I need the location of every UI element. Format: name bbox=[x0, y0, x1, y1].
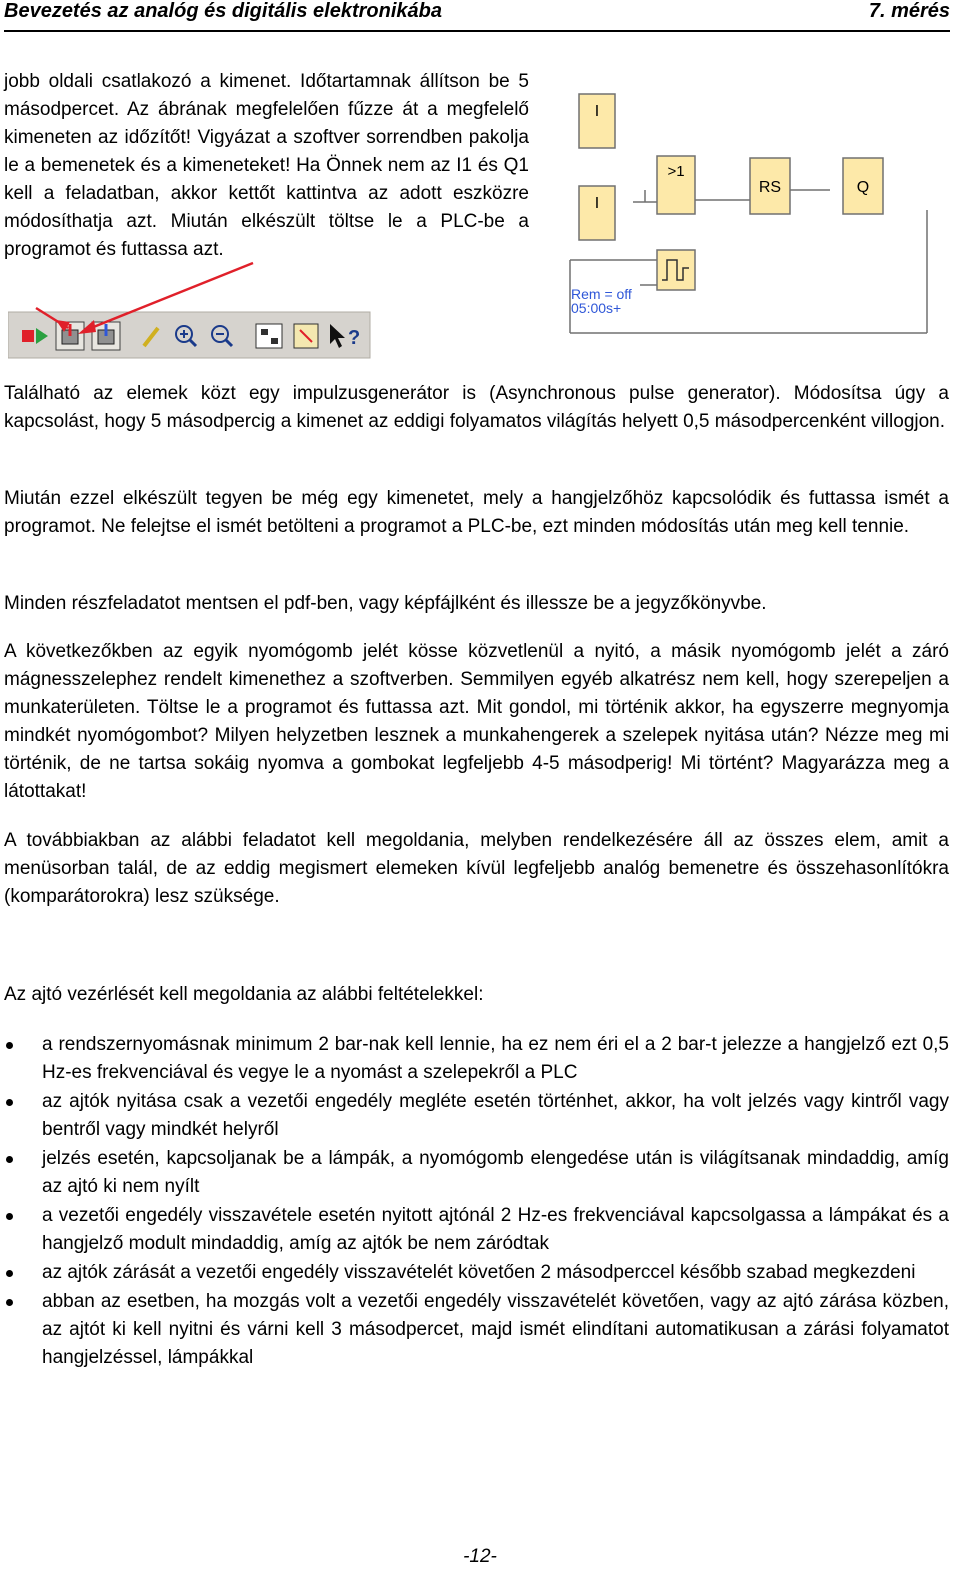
list-item: a rendszernyomásnak minimum 2 bar-nak kell lennie, ha ez nem éri el a 2 bar-t jelezze a hangjelző ezt 0,5 Hz-es frekvenciával és vegye le a nyomást a szelepekről a PLC bbox=[4, 1031, 949, 1087]
block-numbering-icon[interactable] bbox=[294, 324, 318, 348]
stop-icon[interactable] bbox=[22, 330, 34, 342]
list-item: az ajtók zárását a vezetői engedély visszavételét követően 2 másodperccel később szabad megkezdeni bbox=[4, 1259, 949, 1287]
page-number: -12- bbox=[463, 1546, 497, 1567]
page-header bbox=[4, 0, 950, 32]
list-item: az ajtók nyitása csak a vezetői engedély megléte esetén történhet, akkor, ha volt jelzés vagy kintről vagy bentről vagy mindkét helyről bbox=[4, 1088, 949, 1144]
rem-label: Rem = off bbox=[571, 286, 632, 302]
list-item: jelzés esetén, kapcsoljanak be a lámpák, a nyomógomb elengedése után is világítsanak mindaddig, amíg az ajtó ki nem nyílt bbox=[4, 1145, 949, 1201]
door-control-conditions bbox=[4, 1031, 949, 1373]
or-gate-label: >1 bbox=[667, 163, 685, 180]
input-block-2[interactable] bbox=[579, 186, 615, 240]
pulse-generator-paragraph: Található az elemek közt egy impulzusgenerátor is (Asynchronous pulse generator). Módosítsa úgy a kapcsolást, hogy 5 másodpercig a kimenet az eddigi folyamatos világítás helyett 0,5 másodpercenként villogjon. bbox=[4, 383, 949, 432]
time-label: 05:00s+ bbox=[571, 300, 622, 316]
list-item: a vezetői engedély visszavétele esetén nyitott ajtónál 2 Hz-es frekvenciával kapcsolgassa a lámpákat és a hangjelző modult mindaddig, amíg az ajtók be nem záródtak bbox=[4, 1202, 949, 1258]
input-1-label: I bbox=[594, 103, 600, 120]
bullet-icon bbox=[6, 1042, 13, 1049]
document-title: Bevezetés az analóg és digitális elektronikába bbox=[4, 0, 442, 22]
fit-to-window-icon[interactable] bbox=[256, 324, 282, 348]
rs-label: RS bbox=[758, 179, 782, 196]
measurement-label: 7. mérés bbox=[868, 0, 950, 22]
bullet-icon bbox=[6, 1213, 13, 1220]
second-output-paragraph: Miután ezzel elkészült tegyen be még egy kimenetet, mely a hangjelzőhöz kapcsolódik és futtassa ismét a programot. Ne felejtse el ismét betölteni a programot a PLC-be, ezt minden módosítás után meg kell tennie. bbox=[4, 488, 949, 537]
intro-paragraph: jobb oldali csatlakozó a kimenet. Időtartamnak állítson be 5 másodpercet. Az ábrának megfelelően fűzze át a megfelelő kimeneten az időzítőt! Vigyázat a szoftver sorrendben pakolja le a bemenetek és a kimeneteket! Ha Önnek nem az I1 és Q1 kell a feladatban, akkor kettőt kattintva az adott eszközre módosíthatja azt. Miután elkészült töltse le a PLC-be a programot és futtassa azt. bbox=[4, 71, 529, 260]
input-block-1[interactable] bbox=[579, 94, 615, 148]
bullet-icon bbox=[6, 1270, 13, 1277]
bullet-icon bbox=[6, 1099, 13, 1106]
output-label: Q bbox=[856, 179, 870, 196]
pushbutton-task-paragraph: A következőkben az egyik nyomógomb jelét kösse közvetlenül a nyitó, a másik nyomógomb jelét a záró mágnesszelephez rendelt kimenethez a szoftverben. Semmilyen egyéb alkatrész nem kell, hogy szerepeljen a munkaterületen. Töltse le a programot és futtassa azt. Mit gondol, mi történik akkor, ha egyszerre megnyomja mindkét nyomógombot? Milyen helyzetben lesznek a munkahengerek a szelepek nyitása után? Nézze meg mi történik, de ne tartsa sokáig nyomva a gombokat legfeljebb 4-5 másodperig! Mi történt? Magyarázza meg a látottakat! bbox=[4, 641, 949, 802]
rs-block[interactable] bbox=[750, 158, 790, 214]
door-control-intro: Az ajtó vezérlését kell megoldania az alábbi feltételekkel: bbox=[4, 984, 484, 1005]
save-subtasks-paragraph: Minden részfeladatot mentsen el pdf-ben, vagy képfájlként és illessze be a jegyzőkönyvbe. bbox=[4, 593, 767, 614]
bullet-icon bbox=[6, 1156, 13, 1163]
output-block[interactable] bbox=[843, 158, 883, 214]
further-task-paragraph: A továbbiakban az alábbi feladatot kell megoldania, melyben rendelkezésére áll az összes elem, amit a menüsorban talál, de az eddig megismert elemeken kívül legfeljebb analóg bemenetre és összehasonlítókra (komparátorokra) lesz szüksége. bbox=[4, 830, 949, 907]
timer-block[interactable] bbox=[657, 250, 695, 290]
input-2-label: I bbox=[594, 195, 600, 212]
bullet-icon bbox=[6, 1299, 13, 1306]
plc-function-block-diagram bbox=[565, 90, 935, 340]
or-gate-block[interactable] bbox=[657, 156, 695, 214]
svg-text:?: ? bbox=[348, 327, 361, 349]
software-toolbar bbox=[8, 260, 378, 360]
list-item: abban az esetben, ha mozgás volt a vezetői engedély visszavételét követően, vagy az ajtó zárása közben, az ajtót ki kell nyitni és várni kell 3 másodpercet, majd ismét elindítani automatikusan a zárási folyamatot hangjelzéssel, lámpákkal bbox=[4, 1288, 949, 1372]
